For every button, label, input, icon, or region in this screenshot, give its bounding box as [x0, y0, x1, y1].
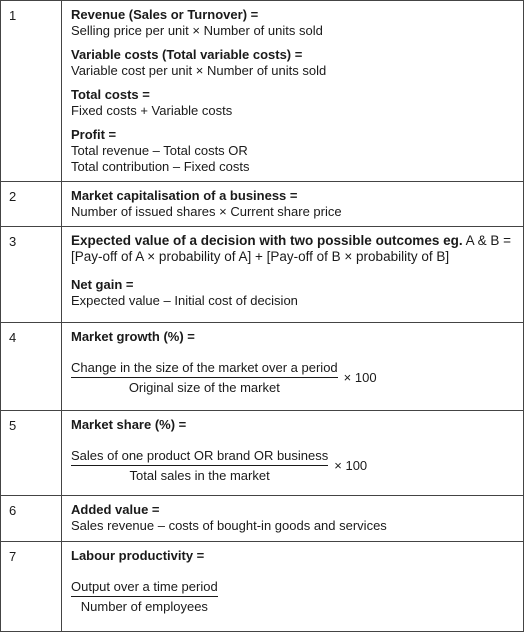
fraction [71, 360, 338, 396]
fraction-expression [71, 579, 515, 615]
formula-line: Number of issued shares × Current share price [71, 204, 342, 219]
formula-heading-tail: A & B = [462, 233, 512, 248]
multiplier: × 100 [343, 370, 377, 385]
total-costs-formula [71, 87, 515, 119]
revenue-formula [71, 7, 515, 39]
formula-cell [62, 496, 524, 542]
expected-value-formula [71, 233, 515, 265]
fraction-expression [71, 448, 515, 484]
fraction-numerator: Sales of one product OR brand OR business [71, 448, 328, 466]
formula-heading: Added value = [71, 502, 160, 517]
formula-row-4 [1, 323, 524, 411]
formula-line: Variable cost per unit × Number of units sold [71, 63, 327, 78]
row-number: 5 [1, 411, 62, 496]
formula-row-7 [1, 542, 524, 632]
row-number: 6 [1, 496, 62, 542]
formula-heading: Net gain = [71, 277, 134, 292]
formula-line: Sales revenue – costs of bought-in goods and services [71, 518, 387, 533]
formula-line: [Pay-off of A × probability of A] + [Pay-off of B × probability of B] [71, 249, 450, 264]
multiplier: × 100 [334, 458, 368, 473]
formula-cell [62, 227, 524, 323]
formula-heading: Market growth (%) = [71, 329, 195, 344]
formula-heading: Market capitalisation of a business = [71, 188, 298, 203]
fraction-denominator: Original size of the market [128, 380, 280, 395]
formula-heading: Profit = [71, 127, 117, 142]
formula-heading: Total costs = [71, 87, 150, 102]
formula-line: Fixed costs + Variable costs [71, 103, 233, 118]
profit-formula [71, 127, 515, 175]
fraction [71, 448, 328, 484]
row-number: 3 [1, 227, 62, 323]
formula-row-6 [1, 496, 524, 542]
formula-heading: Labour productivity = [71, 548, 205, 563]
formula-cell [62, 542, 524, 632]
row-number: 2 [1, 182, 62, 227]
fraction-expression [71, 360, 515, 396]
fraction-numerator: Output over a time period [71, 579, 218, 597]
formula-heading: Market share (%) = [71, 417, 187, 432]
formula-row-2 [1, 182, 524, 227]
formula-line: Expected value – Initial cost of decision [71, 293, 298, 308]
formula-cell [62, 182, 524, 227]
formula-cell [62, 1, 524, 182]
market-capitalisation-formula [71, 188, 515, 220]
formula-heading: Expected value of a decision with two possible outcomes eg. [71, 233, 463, 248]
formula-cell [62, 411, 524, 496]
formula-row-5 [1, 411, 524, 496]
row-number: 7 [1, 542, 62, 632]
fraction-numerator: Change in the size of the market over a period [71, 360, 338, 378]
added-value-formula [71, 502, 515, 534]
row-number: 4 [1, 323, 62, 411]
formula-line: Total revenue – Total costs OR [71, 143, 248, 158]
fraction [71, 579, 218, 615]
formula-line: Selling price per unit × Number of units sold [71, 23, 323, 38]
variable-costs-formula [71, 47, 515, 79]
formula-cell [62, 323, 524, 411]
fraction-denominator: Number of employees [80, 599, 208, 614]
formula-row-1 [1, 1, 524, 182]
formula-heading: Variable costs (Total variable costs) = [71, 47, 303, 62]
formula-row-3 [1, 227, 524, 323]
row-number: 1 [1, 1, 62, 182]
fraction-denominator: Total sales in the market [129, 468, 270, 483]
net-gain-formula [71, 277, 515, 309]
formula-line: Total contribution – Fixed costs [71, 159, 250, 174]
formula-heading: Revenue (Sales or Turnover) = [71, 7, 259, 22]
